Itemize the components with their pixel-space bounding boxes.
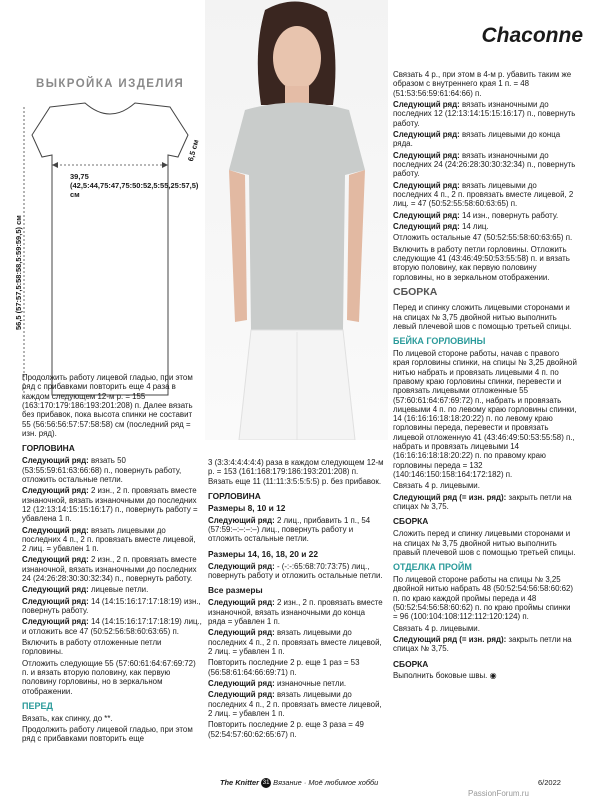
heading-pered: ПЕРЕД (22, 701, 53, 712)
instruction-row: Следующий ряд: вязать изнаночными до последних 24 (24:26:28:30:30:32:34) п., повернуть работу. (393, 150, 576, 179)
instruction-text: Сложить перед и спинку лицевыми сторонами и на спицах № 3,75 двойной нитью выполнить правый плечевой шов с помощью третьей спицы. (393, 529, 576, 557)
instruction-row: Следующий ряд (= изн. ряд): закрыть петли на спицах № 3,75. (393, 492, 572, 512)
model-photo (205, 0, 388, 440)
instruction-text: Повторить последние 2 р. еще 1 раз = 53 (56:58:61:64:66:69:71) п. (208, 658, 360, 677)
instruction-text: Выполнить боковые швы. ◉ (393, 671, 497, 681)
end-mark-icon: ◉ (489, 671, 497, 681)
col1-intro: Продолжить работу лицевой гладью, при этом ряд с прибавками повторить еще 4 раза в каждом следующем 12-м р. = 155 (163:170:179:186:193:201:208) п. Далее вязать без прибавок, пока высота спинки не составит 55 (56:56:56:57:57:58:58) см (последний ряд = изн. ряд). (22, 373, 193, 438)
heading-all-sizes: Все размеры (208, 585, 263, 596)
instruction-text: Связать 4 р., при этом в 4-м р. убавить таким же образом с внутреннего края 1 п. = 48 (51:53:56:59:61:64:66) п. (393, 70, 572, 98)
sleeve-label: 6,5 см (186, 138, 201, 163)
instruction-row: Следующий ряд: 2 изн., 2 п. провязать вместе изнаночной, вязать изнаночными до конца ряда = убавлен 1 п. (208, 598, 383, 626)
issue-number: 6/2022 (538, 778, 561, 787)
instruction-row: Следующий ряд: вязать изнаночными до последних 12 (12:13:14:15:15:16:17) п., повернуть работу. (393, 99, 576, 128)
magazine-tagline: Вязание · Моё любимое хобби (273, 778, 379, 787)
height-label: 56,5 (57:57,5:58:58,5:59:59,5) см (14, 215, 23, 330)
width-label: 39,75 (42,5:44,75:47,75:50:52,5:55,25:57,5) см (70, 172, 199, 199)
instruction-row: Следующий ряд: вязать лицевыми до последних 4 п., 2 п. провязать вместе лицевой, 2 лиц. = убавлен 1 п. (208, 628, 382, 656)
magazine-name: The Knitter (220, 778, 260, 787)
instruction-row: Следующий ряд: 14 (14:15:16:17:17:18:19) изн., повернуть работу. (22, 596, 201, 616)
garment-schematic (10, 95, 210, 405)
instruction-row: Следующий ряд: 14 изн., повернуть работу. (393, 210, 559, 220)
heading-otdelka: ОТДЕЛКА ПРОЙМ (393, 562, 472, 573)
instruction-text: Повторить последние 2 р. еще 3 раза = 49 (52:54:57:60:62:65:67) п. (208, 720, 364, 739)
instruction-text: Перед и спинку сложить лицевыми сторонами и на спицах № 3,75 двойной нитью выполнить левый плечевой шов с помощью третьей спицы. (393, 303, 572, 331)
instruction-text: Отложить остальные 47 (50:52:55:58:60:63:65) п. (393, 233, 573, 243)
instruction-row: Следующий ряд: 2 изн., 2 п. провязать вместе изнаночной, вязать изнаночными до последних 24 (24:26:28:30:30:32:34) п., повернуть работу. (22, 555, 197, 584)
heading-sborka-2: СБОРКА (393, 516, 429, 527)
page-number: 31 (262, 780, 270, 787)
column-1 (22, 373, 202, 746)
instruction-row: Следующий ряд: 2 изн., 2 п. провязать вместе изнаночной, вязать изнаночными до последних 12 (12:13:14:15:15:16:17) п., повернуть работу = убавлена 1 п. (22, 486, 198, 524)
watermark: PassionForum.ru (468, 789, 529, 798)
instruction-row: Следующий ряд: лицевые петли. (22, 585, 149, 595)
instruction-text: Связать 4 р. лицевыми. (393, 623, 480, 633)
instruction-row: Следующий ряд: 2 лиц., прибавить 1 п., 54 (57:59:–:–:–:–) лиц., повернуть работу и отложить остальные петли. (208, 515, 371, 544)
instruction-row: Следующий ряд: - (-:-:65:68:70:73:75) лиц., повернуть работу и отложить остальные петли. (208, 561, 383, 581)
column-2 (208, 458, 384, 741)
instruction-text: Отложить следующие 55 (57:60:61:64:67:69:72) п. и вязать вторую половину, как первую половину горловины, но в зеркальном отображении. (22, 658, 196, 696)
schematic-title: ВЫКРОЙКА ИЗДЕЛИЯ (36, 78, 185, 90)
instruction-text: По лицевой стороне работы, начав с правого края горловины спинки, на спицы № 3,25 двойной нитью набрать и провязать лицевыми 4 п. по правому краю горловины спинки, перевести и провязать лицевыми отложенные 55 (57:60:61:64:67:69:72) п., набрать и провязать лицевыми 4 п. по левому краю горловины спинки, 14 (16:16:16:18:18:20:22) п. по левому краю горловины переда, перевести и провязать лицевой отложенную 41 (43:46:49:50:53:55:58) п., набрать и провязать лицевыми 14 (16:16:16:18:18:20:22) п. по правому краю горловины переда = 132 (140:146:150:158:164:172:182) п. (393, 348, 577, 480)
heading-beika: БЕЙКА ГОРЛОВИНЫ (393, 336, 486, 347)
instruction-text: По лицевой стороне работы на спицы № 3,25 двойной нитью набрать 48 (50:52:54:56:58:60:62) п. по краю каждой проймы переда и 48 (50:52:54:56:58:60:62) п. по краю проймы спинки = 96 (100:104:108:112:112:120:124) п. (393, 574, 574, 622)
instruction-row: Следующий ряд: вязать 50 (53:55:59:61:63:66:68) п., повернуть работу, отложить остальные петли. (22, 456, 182, 484)
heading-sizes-8-10-12: Размеры 8, 10 и 12 (208, 502, 286, 513)
heading-sizes-14-22: Размеры 14, 16, 18, 20 и 22 (208, 548, 318, 559)
heading-sborka: СБОРКА (393, 285, 438, 298)
instruction-row: Следующий ряд: вязать лицевыми до последних 4 п., 2 п. провязать вместе лицевой, 2 лиц. = убавлен 1 п. (22, 525, 196, 554)
instruction-text: Связать 4 р. лицевыми. (393, 481, 480, 491)
heading-sborka-3: СБОРКА (393, 658, 429, 669)
instruction-text: Вязать, как спинку, до **. (22, 713, 113, 723)
instruction-row: Следующий ряд: вязать лицевыми до последних 4 п., 2 п. провязать вместе лицевой, 2 лиц. = убавлен 1 п. (208, 690, 382, 718)
instruction-row: Следующий ряд: 14 лиц. (393, 221, 489, 231)
instruction-row: Следующий ряд (= изн. ряд): закрыть петли на спицах № 3,75. (393, 634, 572, 654)
instruction-row: Следующий ряд: вязать лицевыми до конца ряда. (393, 129, 561, 149)
instruction-text: Включить в работу петли горловины. Отложить следующие 41 (43:46:49:50:53:55:58) п. и вязать вторую половину, как первую половину горловины, но в зеркальном отображении. (393, 244, 570, 282)
page-footer (220, 778, 378, 788)
heading-gorlovina-front: ГОРЛОВИНА (208, 490, 261, 501)
instruction-text: Включить в работу отложенные петли горловины. (22, 638, 162, 657)
instruction-row: Следующий ряд: 14 (14:15:16:17:17:18:19) лиц., и отложить все 47 (50:52:56:58:60:63:65) п. (22, 617, 202, 636)
column-3 (393, 70, 577, 683)
brand-title: Chaconne (481, 24, 583, 47)
instruction-text: Продолжить работу лицевой гладью, при этом ряд с прибавками повторить еще (22, 725, 193, 744)
instruction-text: 3 (3:3:4:4:4:4:4) раза в каждом следующем 12-м р. = 153 (161:168:179:186:193:201:208) п. Вязать еще 11 (11:11:3:5:5:5:5) р. без прибавок. (208, 458, 384, 486)
instruction-row: Следующий ряд: изнаночные петли. (208, 678, 347, 688)
instruction-row: Следующий ряд: вязать лицевыми до последних 4 п., 2 п. провязать вместе лицевой, 2 лиц. = 47 (50:52:55:58:60:63:65) п. (393, 180, 574, 209)
heading-gorlovina: ГОРЛОВИНА (22, 443, 75, 454)
